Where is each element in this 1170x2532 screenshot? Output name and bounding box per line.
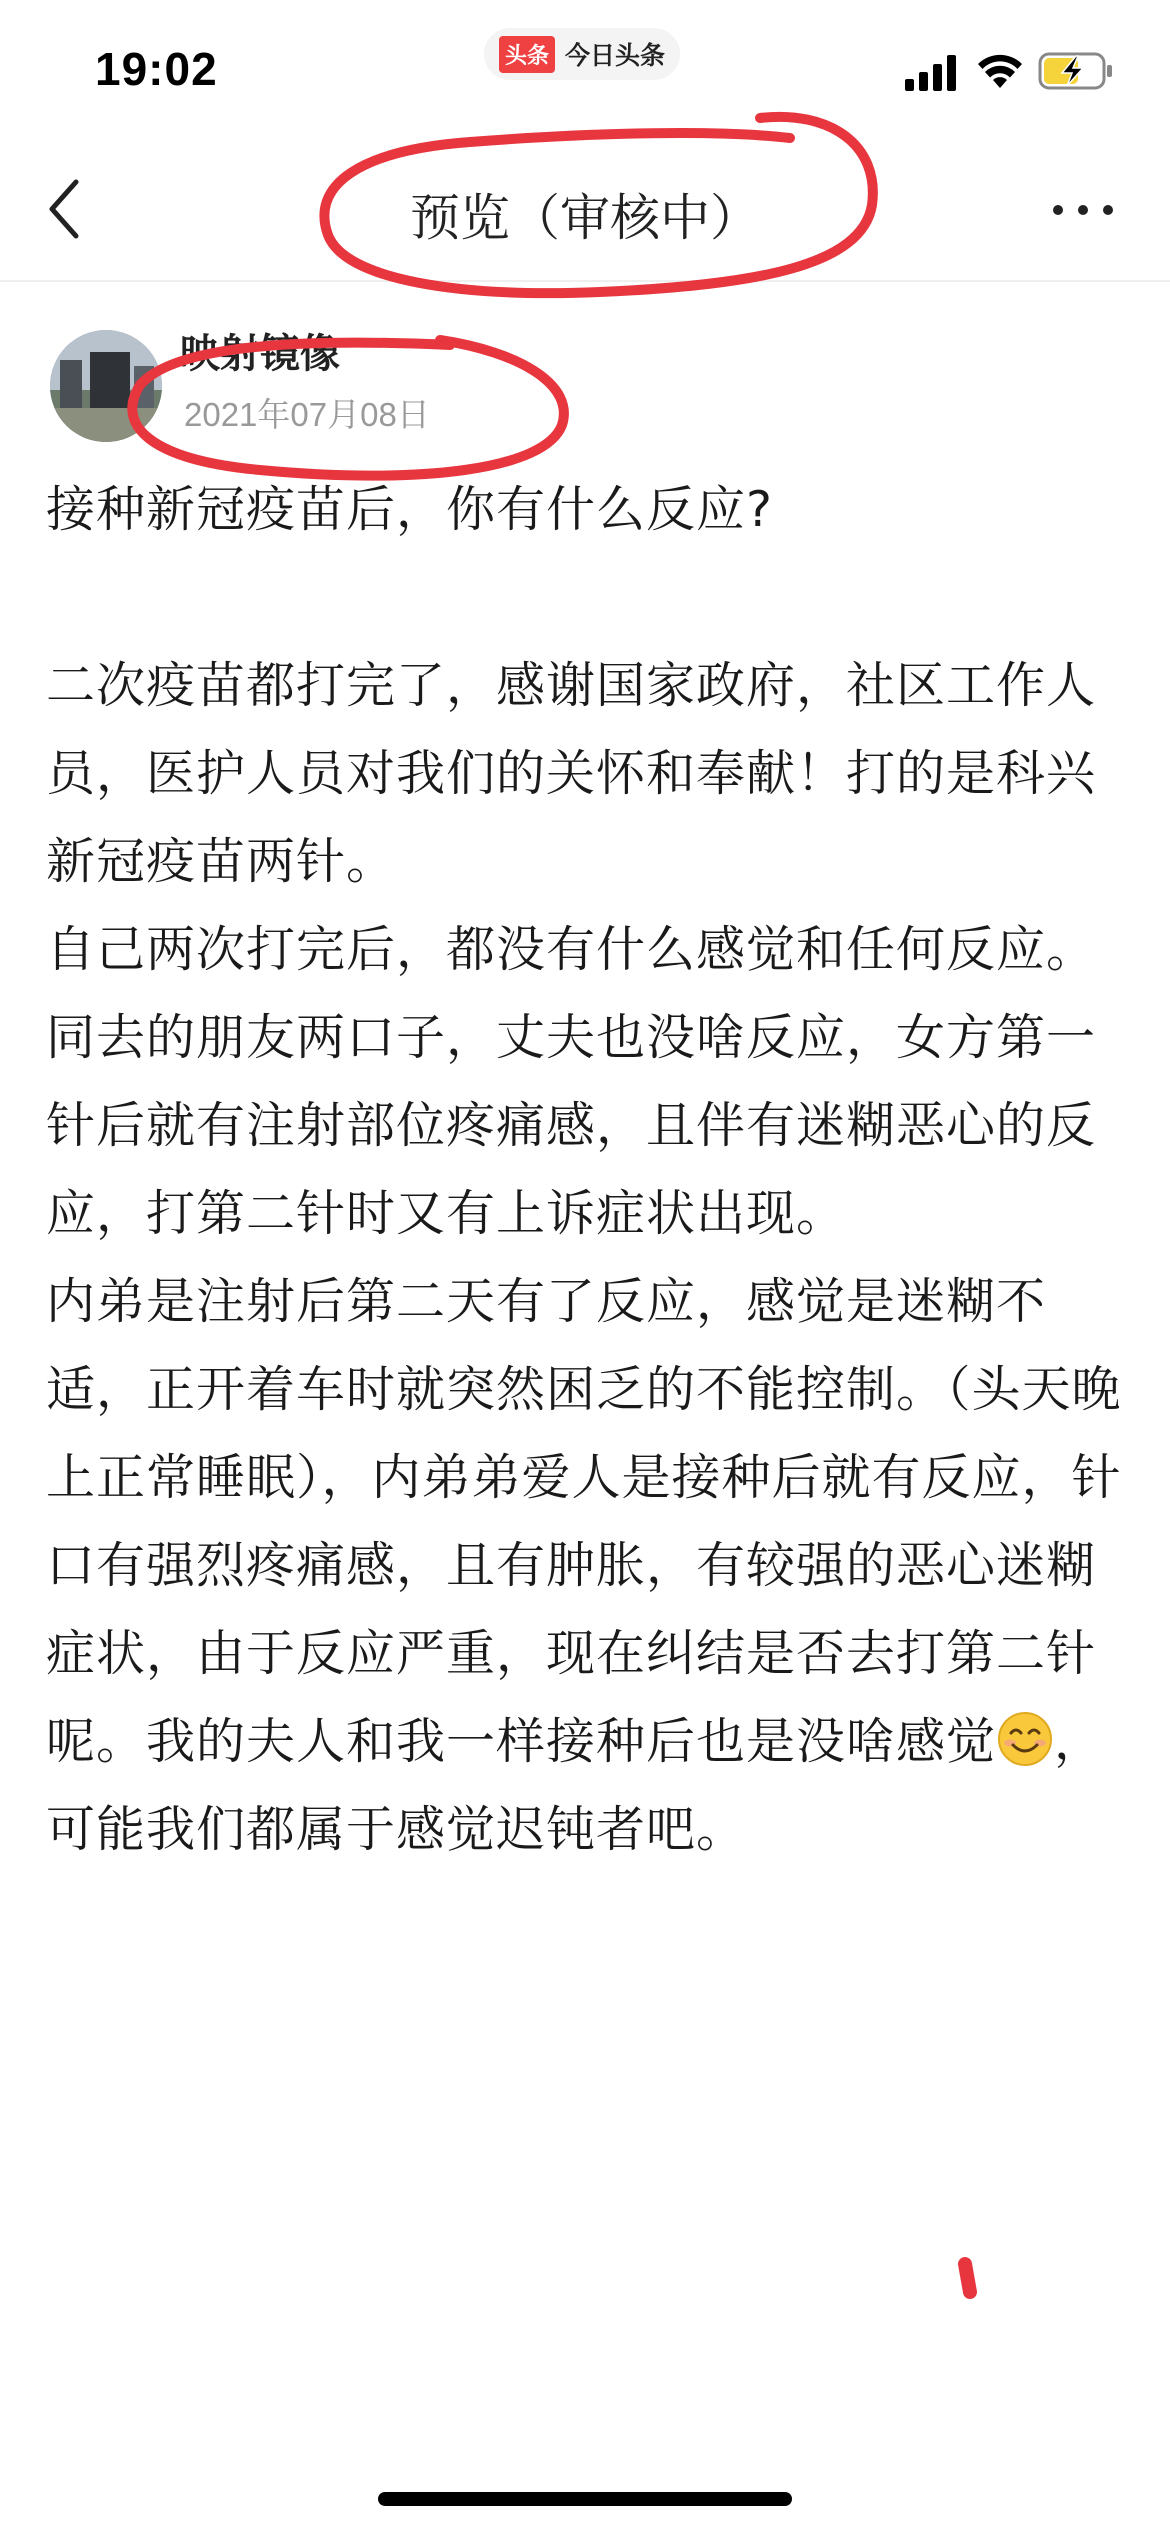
home-indicator: [378, 2492, 792, 2506]
article-body: [46, 466, 1128, 1874]
app-source-pill[interactable]: [484, 28, 680, 80]
signal-icon: [905, 55, 959, 91]
more-dots-icon[interactable]: [1050, 202, 1116, 218]
article-paragraph-text: 内弟是注射后第二天有了反应，感觉是迷糊不适，正开着车时就突然困乏的不能控制。（头天晚上正常睡眠），内弟弟爱人是接种后就有反应，针口有强烈疼痛感，且有肿胀，有较强的恶心迷糊症状，由于反应严重，现在纠结是否去打第二针呢。我的夫人和我一样接种后也是没啥感觉: [46, 1273, 1122, 1770]
avatar-photo: [50, 330, 162, 442]
post-date: 2021年07月08日: [184, 396, 430, 433]
avatar[interactable]: [50, 330, 162, 442]
status-time: 19:02: [95, 43, 218, 95]
page-title: 预览（审核中）: [410, 189, 760, 247]
app-logo: 头条: [499, 36, 555, 73]
battery-charging-icon: [1038, 52, 1114, 90]
nav-bar: [0, 140, 1170, 282]
wifi-icon: [977, 52, 1023, 90]
article-paragraph-end: ，可能我们都属于感觉迟钝者吧。: [46, 1713, 1105, 1858]
article-paragraph: [46, 1258, 1128, 1874]
article-paragraph: 二次疫苗都打完了，感谢国家政府，社区工作人员，医护人员对我们的关怀和奉献！打的是科兴新冠疫苗两针。: [46, 657, 1097, 890]
app-name: 今日头条: [565, 41, 666, 70]
article-paragraph: 自己两次打完后，都没有什么感觉和任何反应。同去的朋友两口子，丈夫也没啥反应，女方第一针后就有注射部位疼痛感，且伴有迷糊恶心的反应，打第二针时又有上诉症状出现。: [46, 921, 1097, 1242]
smiling-face-icon: [996, 1710, 1054, 1768]
author-name[interactable]: 映射镜像: [180, 331, 340, 377]
article-title: 接种新冠疫苗后，你有什么反应?: [46, 481, 774, 538]
paragraph-gap: [46, 554, 1128, 642]
status-bar: [0, 0, 1170, 140]
annotation-mark: [965, 2264, 970, 2292]
